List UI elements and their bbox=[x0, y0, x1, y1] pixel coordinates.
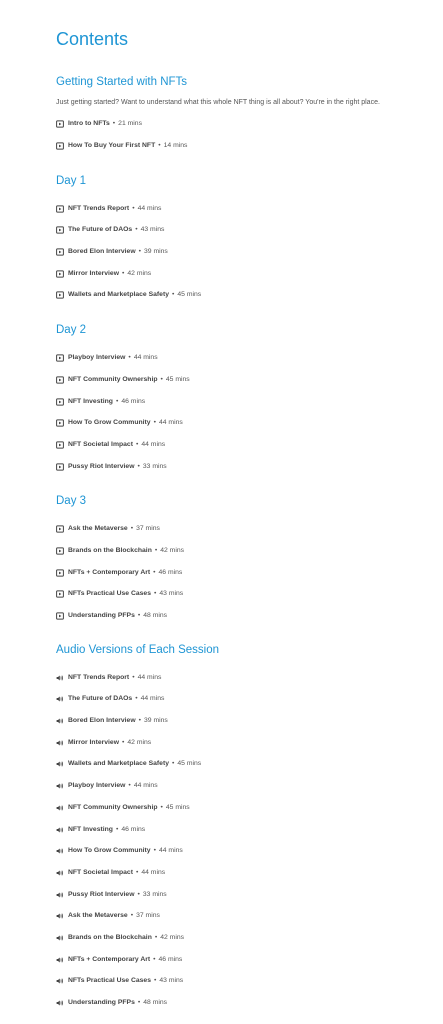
lesson-duration: 46 mins bbox=[121, 825, 146, 833]
lesson-title[interactable]: How To Grow Community bbox=[68, 847, 151, 855]
lesson-duration: 44 mins bbox=[133, 354, 158, 362]
lesson-title[interactable]: Playboy Interview bbox=[68, 782, 126, 790]
lesson-item[interactable] bbox=[56, 605, 423, 627]
lesson-list bbox=[56, 198, 423, 306]
lesson-duration: 44 mins bbox=[158, 419, 183, 427]
bullet-separator: • bbox=[135, 868, 139, 876]
section-title: Audio Versions of Each Session bbox=[56, 643, 220, 656]
video-icon bbox=[56, 419, 64, 427]
lesson-title[interactable]: Understanding PFPs bbox=[68, 612, 135, 620]
lesson-item[interactable] bbox=[56, 905, 423, 927]
bullet-separator: • bbox=[122, 738, 125, 746]
lesson-title[interactable]: Understanding PFPs bbox=[68, 999, 135, 1007]
video-icon bbox=[56, 248, 64, 256]
bullet-separator: • bbox=[154, 546, 158, 554]
bullet-separator: • bbox=[137, 999, 141, 1007]
audio-icon bbox=[56, 934, 64, 942]
lesson-item[interactable] bbox=[56, 135, 423, 157]
lesson-list bbox=[56, 667, 423, 1014]
lesson-duration: 48 mins bbox=[143, 999, 168, 1007]
lesson-duration: 46 mins bbox=[158, 568, 183, 576]
section-0 bbox=[56, 75, 423, 157]
audio-icon bbox=[56, 847, 64, 855]
lesson-duration: 44 mins bbox=[140, 695, 165, 703]
lesson-duration: 33 mins bbox=[142, 462, 167, 470]
bullet-separator: • bbox=[171, 291, 175, 299]
lesson-title[interactable]: NFTs Practical Use Cases bbox=[68, 977, 151, 985]
lesson-title[interactable]: The Future of DAOs bbox=[68, 226, 133, 234]
lesson-list bbox=[56, 518, 423, 626]
audio-icon bbox=[56, 826, 64, 834]
lesson-list bbox=[56, 347, 423, 477]
lesson-title[interactable]: NFTs + Contemporary Art bbox=[68, 955, 151, 963]
section-4 bbox=[56, 643, 423, 1014]
bullet-separator: • bbox=[122, 269, 125, 277]
lesson-item[interactable] bbox=[56, 840, 423, 862]
bullet-separator: • bbox=[135, 695, 138, 703]
video-icon bbox=[56, 142, 64, 150]
lesson-duration: 39 mins bbox=[144, 717, 168, 725]
bullet-separator: • bbox=[130, 912, 134, 920]
section-intro: Just getting started? Want to understand what this whole NFT thing is all about? You're in the right place. bbox=[56, 99, 380, 106]
lesson-title[interactable]: Bored Elon Interview bbox=[68, 717, 136, 725]
lesson-item[interactable] bbox=[56, 927, 423, 949]
bullet-separator: • bbox=[137, 890, 140, 898]
video-icon bbox=[56, 463, 64, 471]
lesson-item[interactable] bbox=[56, 710, 423, 732]
video-icon bbox=[56, 547, 64, 555]
lesson-item[interactable] bbox=[56, 819, 423, 841]
lesson-item[interactable] bbox=[56, 562, 423, 584]
bullet-separator: • bbox=[153, 955, 156, 963]
lesson-title[interactable]: How To Grow Community bbox=[68, 419, 151, 427]
lesson-duration: 43 mins bbox=[159, 590, 184, 598]
audio-icon bbox=[56, 674, 64, 682]
audio-icon bbox=[56, 695, 64, 703]
lesson-title[interactable]: NFT Investing bbox=[68, 397, 113, 405]
lesson-item[interactable] bbox=[56, 198, 423, 220]
bullet-separator: • bbox=[160, 803, 163, 811]
audio-icon bbox=[56, 977, 64, 985]
bullet-separator: • bbox=[112, 120, 116, 128]
bullet-separator: • bbox=[138, 248, 141, 256]
audio-icon bbox=[56, 717, 64, 725]
lesson-duration: 48 mins bbox=[143, 612, 168, 620]
lesson-item[interactable] bbox=[56, 862, 423, 884]
bullet-separator: • bbox=[130, 525, 134, 533]
lesson-title[interactable]: NFTs + Contemporary Art bbox=[68, 568, 151, 576]
audio-icon bbox=[56, 760, 64, 768]
lesson-duration: 45 mins bbox=[165, 803, 190, 811]
video-icon bbox=[56, 120, 64, 128]
bullet-separator: • bbox=[153, 419, 156, 427]
lesson-title[interactable]: NFT Trends Report bbox=[68, 673, 130, 681]
lesson-item[interactable] bbox=[56, 369, 423, 391]
lesson-item[interactable] bbox=[56, 114, 423, 136]
bullet-separator: • bbox=[138, 717, 141, 725]
lesson-item[interactable] bbox=[56, 884, 423, 906]
section-3 bbox=[56, 494, 423, 626]
lesson-duration: 43 mins bbox=[140, 226, 165, 234]
lesson-duration: 44 mins bbox=[133, 782, 158, 790]
lesson-duration: 44 mins bbox=[141, 440, 166, 448]
lesson-item[interactable] bbox=[56, 754, 423, 776]
lesson-item[interactable] bbox=[56, 992, 423, 1014]
video-icon bbox=[56, 569, 64, 577]
audio-icon bbox=[56, 912, 64, 920]
sections-container bbox=[56, 75, 423, 1014]
lesson-duration: 21 mins bbox=[118, 120, 142, 128]
bullet-separator: • bbox=[128, 782, 131, 790]
lesson-duration: 42 mins bbox=[127, 738, 152, 746]
video-icon bbox=[56, 376, 64, 384]
lesson-item[interactable] bbox=[56, 412, 423, 434]
lesson-duration: 14 mins bbox=[163, 142, 188, 150]
lesson-item[interactable] bbox=[56, 434, 423, 456]
lesson-title[interactable]: The Future of DAOs bbox=[68, 695, 133, 703]
video-icon bbox=[56, 354, 64, 362]
video-icon bbox=[56, 441, 64, 449]
bullet-separator: • bbox=[154, 977, 157, 985]
bullet-separator: • bbox=[137, 462, 140, 470]
lesson-title[interactable]: NFT Community Ownership bbox=[68, 803, 158, 811]
lesson-item[interactable] bbox=[56, 667, 423, 689]
lesson-item[interactable] bbox=[56, 391, 423, 413]
bullet-separator: • bbox=[160, 375, 163, 383]
lesson-item[interactable] bbox=[56, 241, 423, 263]
audio-icon bbox=[56, 804, 64, 812]
bullet-separator: • bbox=[154, 933, 158, 941]
section-title: Getting Started with NFTs bbox=[56, 76, 188, 88]
lesson-title[interactable]: Intro to NFTs bbox=[68, 120, 110, 128]
bullet-separator: • bbox=[132, 204, 135, 212]
bullet-separator: • bbox=[158, 142, 161, 150]
lesson-title[interactable]: Pussy Riot Interview bbox=[68, 462, 135, 470]
lesson-item[interactable] bbox=[56, 263, 423, 285]
section-title: Day 2 bbox=[56, 324, 87, 337]
lesson-title[interactable]: Ask the Metaverse bbox=[68, 912, 128, 920]
video-icon bbox=[56, 226, 64, 234]
audio-icon bbox=[56, 739, 64, 747]
lesson-duration: 45 mins bbox=[165, 375, 190, 383]
lesson-item[interactable] bbox=[56, 285, 423, 307]
video-icon bbox=[56, 270, 64, 278]
lesson-item[interactable] bbox=[56, 732, 423, 754]
video-icon bbox=[56, 291, 64, 299]
lesson-item[interactable] bbox=[56, 456, 423, 478]
lesson-duration: 45 mins bbox=[177, 291, 202, 299]
lesson-duration: 37 mins bbox=[136, 525, 160, 533]
lesson-title[interactable]: Brands on the Blockchain bbox=[68, 933, 152, 941]
lesson-item[interactable] bbox=[56, 540, 423, 562]
lesson-title[interactable]: Wallets and Marketplace Safety bbox=[68, 291, 169, 299]
lesson-title[interactable]: Bored Elon Interview bbox=[68, 248, 136, 256]
lesson-title[interactable]: Wallets and Marketplace Safety bbox=[68, 760, 169, 768]
lesson-duration: 42 mins bbox=[127, 269, 152, 277]
lesson-title[interactable]: How To Buy Your First NFT bbox=[68, 142, 156, 150]
lesson-item[interactable] bbox=[56, 584, 423, 606]
audio-icon bbox=[56, 782, 64, 790]
lesson-duration: 37 mins bbox=[136, 912, 160, 920]
bullet-separator: • bbox=[128, 354, 131, 362]
lesson-item[interactable] bbox=[56, 775, 423, 797]
lesson-title[interactable]: Mirror Interview bbox=[68, 738, 119, 746]
bullet-separator: • bbox=[135, 440, 139, 448]
bullet-separator: • bbox=[115, 825, 119, 833]
lesson-item[interactable] bbox=[56, 220, 423, 242]
lesson-duration: 45 mins bbox=[177, 760, 202, 768]
lesson-list bbox=[56, 114, 423, 157]
lesson-duration: 33 mins bbox=[142, 890, 167, 898]
lesson-title[interactable]: Ask the Metaverse bbox=[68, 525, 128, 533]
bullet-separator: • bbox=[135, 226, 138, 234]
bullet-separator: • bbox=[153, 568, 156, 576]
lesson-title[interactable]: NFT Investing bbox=[68, 825, 113, 833]
lesson-duration: 39 mins bbox=[144, 248, 168, 256]
audio-icon bbox=[56, 891, 64, 899]
bullet-separator: • bbox=[153, 847, 156, 855]
bullet-separator: • bbox=[132, 673, 135, 681]
lesson-item[interactable] bbox=[56, 797, 423, 819]
lesson-title[interactable]: Brands on the Blockchain bbox=[68, 546, 152, 554]
lesson-item[interactable] bbox=[56, 949, 423, 971]
lesson-duration: 42 mins bbox=[160, 546, 185, 554]
lesson-duration: 46 mins bbox=[158, 955, 183, 963]
lesson-duration: 46 mins bbox=[121, 397, 146, 405]
audio-icon bbox=[56, 869, 64, 877]
video-icon bbox=[56, 590, 64, 598]
audio-icon bbox=[56, 999, 64, 1007]
lesson-duration: 44 mins bbox=[137, 673, 162, 681]
lesson-title[interactable]: NFTs Practical Use Cases bbox=[68, 590, 151, 598]
lesson-duration: 44 mins bbox=[158, 847, 183, 855]
lesson-title[interactable]: Pussy Riot Interview bbox=[68, 890, 135, 898]
audio-icon bbox=[56, 956, 64, 964]
lesson-duration: 44 mins bbox=[141, 868, 166, 876]
lesson-title[interactable]: NFT Trends Report bbox=[68, 204, 130, 212]
video-icon bbox=[56, 205, 64, 213]
lesson-title[interactable]: Playboy Interview bbox=[68, 354, 126, 362]
lesson-duration: 43 mins bbox=[159, 977, 184, 985]
lesson-item[interactable] bbox=[56, 347, 423, 369]
video-icon bbox=[56, 612, 64, 620]
lesson-item[interactable] bbox=[56, 971, 423, 993]
lesson-duration: 42 mins bbox=[160, 933, 185, 941]
bullet-separator: • bbox=[115, 397, 119, 405]
section-2 bbox=[56, 323, 423, 477]
lesson-title[interactable]: Mirror Interview bbox=[68, 269, 119, 277]
lesson-item[interactable] bbox=[56, 689, 423, 711]
page-title: Contents bbox=[56, 29, 129, 49]
lesson-title[interactable]: NFT Societal Impact bbox=[68, 868, 133, 876]
lesson-item[interactable] bbox=[56, 518, 423, 540]
lesson-duration: 44 mins bbox=[137, 204, 162, 212]
section-title: Day 1 bbox=[56, 174, 87, 187]
bullet-separator: • bbox=[137, 612, 141, 620]
section-1 bbox=[56, 174, 423, 306]
bullet-separator: • bbox=[171, 760, 175, 768]
bullet-separator: • bbox=[154, 590, 157, 598]
video-icon bbox=[56, 525, 64, 533]
lesson-title[interactable]: NFT Societal Impact bbox=[68, 440, 133, 448]
video-icon bbox=[56, 398, 64, 406]
section-title: Day 3 bbox=[56, 495, 87, 508]
lesson-title[interactable]: NFT Community Ownership bbox=[68, 375, 158, 383]
